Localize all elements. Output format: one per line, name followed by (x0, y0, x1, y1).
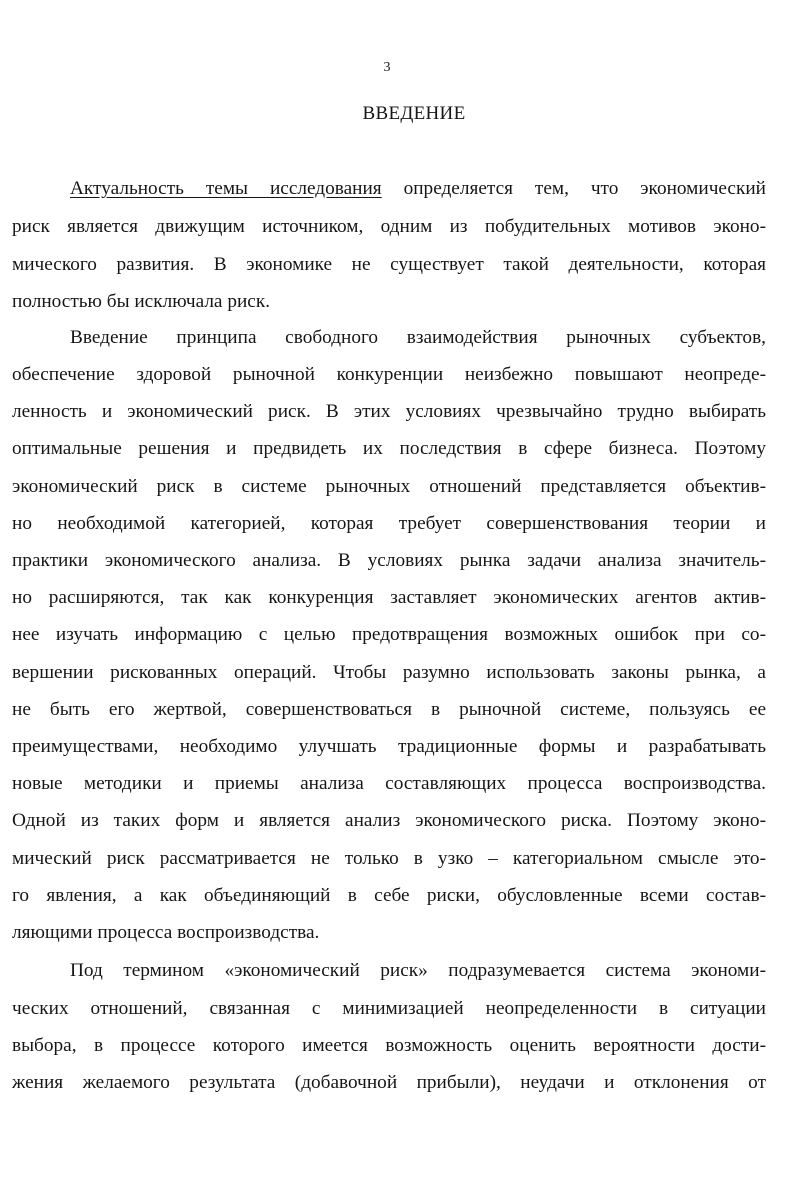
paragraph-line: мического развития. В экономике не существует такой деятельности, которая (12, 254, 766, 275)
section-heading: ВВЕДЕНИЕ (362, 103, 466, 124)
paragraph-line: не быть его жертвой, совершенствоваться в рыночной системе, пользуясь ее (12, 699, 766, 720)
paragraph-line: новые методики и приемы анализа составляющих процесса воспроизводства. (12, 773, 766, 794)
paragraph-line: экономический риск в системе рыночных отношений представляется объектив- (12, 476, 766, 497)
paragraph-line: Под термином «экономический риск» подразумевается система экономи- (70, 960, 766, 981)
paragraph-line: ляющими процесса воспроизводства. (12, 922, 320, 943)
paragraph-line: мический риск рассматривается не только в узко – категориальном смысле это- (12, 848, 766, 869)
paragraph-line: но расширяются, так как конкуренция заставляет экономических агентов актив- (12, 587, 766, 608)
paragraph-line: Введение принципа свободного взаимодействия рыночных субъектов, (70, 327, 766, 348)
paragraph-line: го явления, а как объединяющий в себе риски, обусловленные всеми состав- (12, 885, 766, 906)
paragraph-line: обеспечение здоровой рыночной конкуренции неизбежно повышают неопреде- (12, 364, 766, 385)
paragraph-line: практики экономического анализа. В условиях рынка задачи анализа значитель- (12, 550, 766, 571)
paragraph-line: выбора, в процессе которого имеется возможность оценить вероятности дости- (12, 1035, 766, 1056)
paragraph-line: но необходимой категорией, которая требует совершенствования теории и (12, 513, 766, 534)
paragraph-line: вершении рискованных операций. Чтобы разумно использовать законы рынка, а (12, 662, 766, 683)
paragraph-line: ческих отношений, связанная с минимизацией неопределенности в ситуации (12, 998, 766, 1019)
paragraph-line (70, 176, 766, 202)
paragraph-line: Одной из таких форм и является анализ экономического риска. Поэтому эконо- (12, 810, 766, 831)
paragraph-line: ленность и экономический риск. В этих условиях чрезвычайно трудно выбирать (12, 401, 766, 422)
paragraph-line: преимуществами, необходимо улучшать традиционные формы и разрабатывать (12, 736, 766, 757)
paragraph-line: полностью бы исключала риск. (12, 291, 271, 312)
paragraph-line: оптимальные решения и предвидеть их последствия в сфере бизнеса. Поэтому (12, 438, 766, 459)
page-number: 3 (383, 60, 391, 75)
paragraph-line: нее изучать информацию с целью предотвращения возможных ошибок при со- (12, 624, 766, 645)
paragraph-line: жения желаемого результата (добавочной прибыли), неудачи и отклонения от (12, 1072, 766, 1093)
line-text: определяется тем, что экономический (381, 178, 766, 199)
paragraph-line: риск является движущим источником, одним из побудительных мотивов эконо- (12, 216, 766, 237)
underlined-term: Актуальность темы исследования (70, 178, 382, 199)
